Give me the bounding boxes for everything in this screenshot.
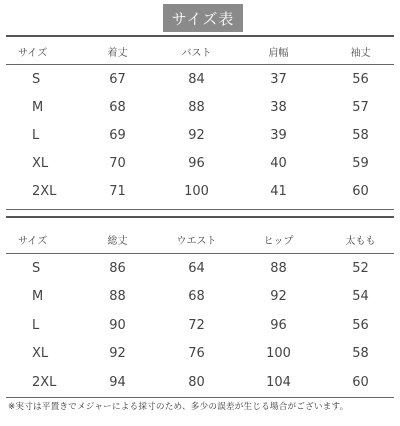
- table-cell: 57: [352, 99, 369, 115]
- table-cell: 56: [352, 71, 369, 87]
- bottom-size-table: [0, 225, 400, 253]
- measurement-note: ※実寸は平置きでメジャーによる採寸のため、多少の誤差が生じる場合がございます。: [8, 402, 349, 412]
- table-cell: 67: [109, 71, 126, 87]
- top-size-table-body: [0, 65, 400, 205]
- column-header: 肩幅: [268, 47, 289, 59]
- table-row: [0, 340, 400, 369]
- table-cell: 70: [109, 155, 126, 171]
- table-cell: 88: [188, 99, 205, 115]
- size-cell: S: [32, 260, 41, 276]
- table-cell: 76: [188, 346, 205, 362]
- table-cell: 96: [270, 317, 287, 333]
- table-cell: 94: [109, 374, 126, 390]
- table-cell: 96: [188, 155, 205, 171]
- column-header: バスト: [181, 47, 212, 59]
- table-row: [0, 65, 400, 93]
- table-cell: 58: [352, 346, 369, 362]
- table-row: [0, 283, 400, 312]
- table-cell: 92: [270, 289, 287, 305]
- table-cell: 92: [188, 127, 205, 143]
- column-header: 太もも: [345, 235, 376, 247]
- table-cell: 88: [270, 260, 287, 276]
- table-cell: 80: [188, 374, 205, 390]
- table-cell: 52: [352, 260, 369, 276]
- section-divider: [6, 216, 394, 218]
- table-row: [0, 311, 400, 340]
- bottom-size-table-body: [0, 254, 400, 397]
- table-cell: 84: [188, 71, 205, 87]
- table-header-row: [0, 225, 400, 253]
- table-cell: 39: [270, 127, 287, 143]
- table-cell: 38: [270, 99, 287, 115]
- column-header: ウエスト: [176, 235, 217, 247]
- table-cell: 100: [184, 183, 209, 199]
- table-header-row: [0, 38, 400, 64]
- size-cell: M: [32, 99, 44, 115]
- table-row: [0, 177, 400, 205]
- column-header: 総丈: [107, 235, 128, 247]
- top-size-table: [0, 38, 400, 64]
- table-cell: 69: [109, 127, 126, 143]
- table-cell: 54: [352, 289, 369, 305]
- table-cell: 68: [188, 289, 205, 305]
- size-cell: 2XL: [32, 183, 57, 199]
- table-cell: 88: [109, 289, 126, 305]
- column-header: サイズ: [18, 235, 48, 247]
- size-cell: S: [32, 71, 41, 87]
- size-cell: 2XL: [32, 374, 57, 390]
- top-rule: [6, 35, 394, 37]
- size-cell: XL: [32, 346, 49, 362]
- table-cell: 56: [352, 317, 369, 333]
- table-cell: 72: [188, 317, 205, 333]
- table-cell: 86: [109, 260, 126, 276]
- table-cell: 68: [109, 99, 126, 115]
- column-header: ヒップ: [263, 235, 294, 247]
- column-header: 着丈: [107, 47, 128, 59]
- table-cell: 104: [266, 374, 291, 390]
- column-header: サイズ: [18, 47, 48, 59]
- table-cell: 59: [352, 155, 369, 171]
- table-cell: 60: [352, 183, 369, 199]
- size-cell: L: [32, 317, 40, 333]
- size-chart-title: サイズ表: [163, 4, 243, 32]
- table-cell: 100: [266, 346, 291, 362]
- table-cell: 40: [270, 155, 287, 171]
- table-cell: 92: [109, 346, 126, 362]
- size-cell: M: [32, 289, 44, 305]
- table-cell: 41: [270, 183, 287, 199]
- table-row: [0, 368, 400, 397]
- table-row: [0, 121, 400, 149]
- table-row: [0, 149, 400, 177]
- column-header: 袖丈: [350, 47, 371, 59]
- table-cell: 90: [109, 317, 126, 333]
- bottom-rule: [6, 397, 394, 398]
- size-cell: XL: [32, 155, 49, 171]
- table-cell: 64: [188, 260, 205, 276]
- table-cell: 37: [270, 71, 287, 87]
- table-row: [0, 254, 400, 283]
- table-cell: 71: [109, 183, 126, 199]
- section-divider: [6, 209, 394, 210]
- table-cell: 58: [352, 127, 369, 143]
- size-cell: L: [32, 127, 40, 143]
- table-row: [0, 93, 400, 121]
- table-cell: 60: [352, 374, 369, 390]
